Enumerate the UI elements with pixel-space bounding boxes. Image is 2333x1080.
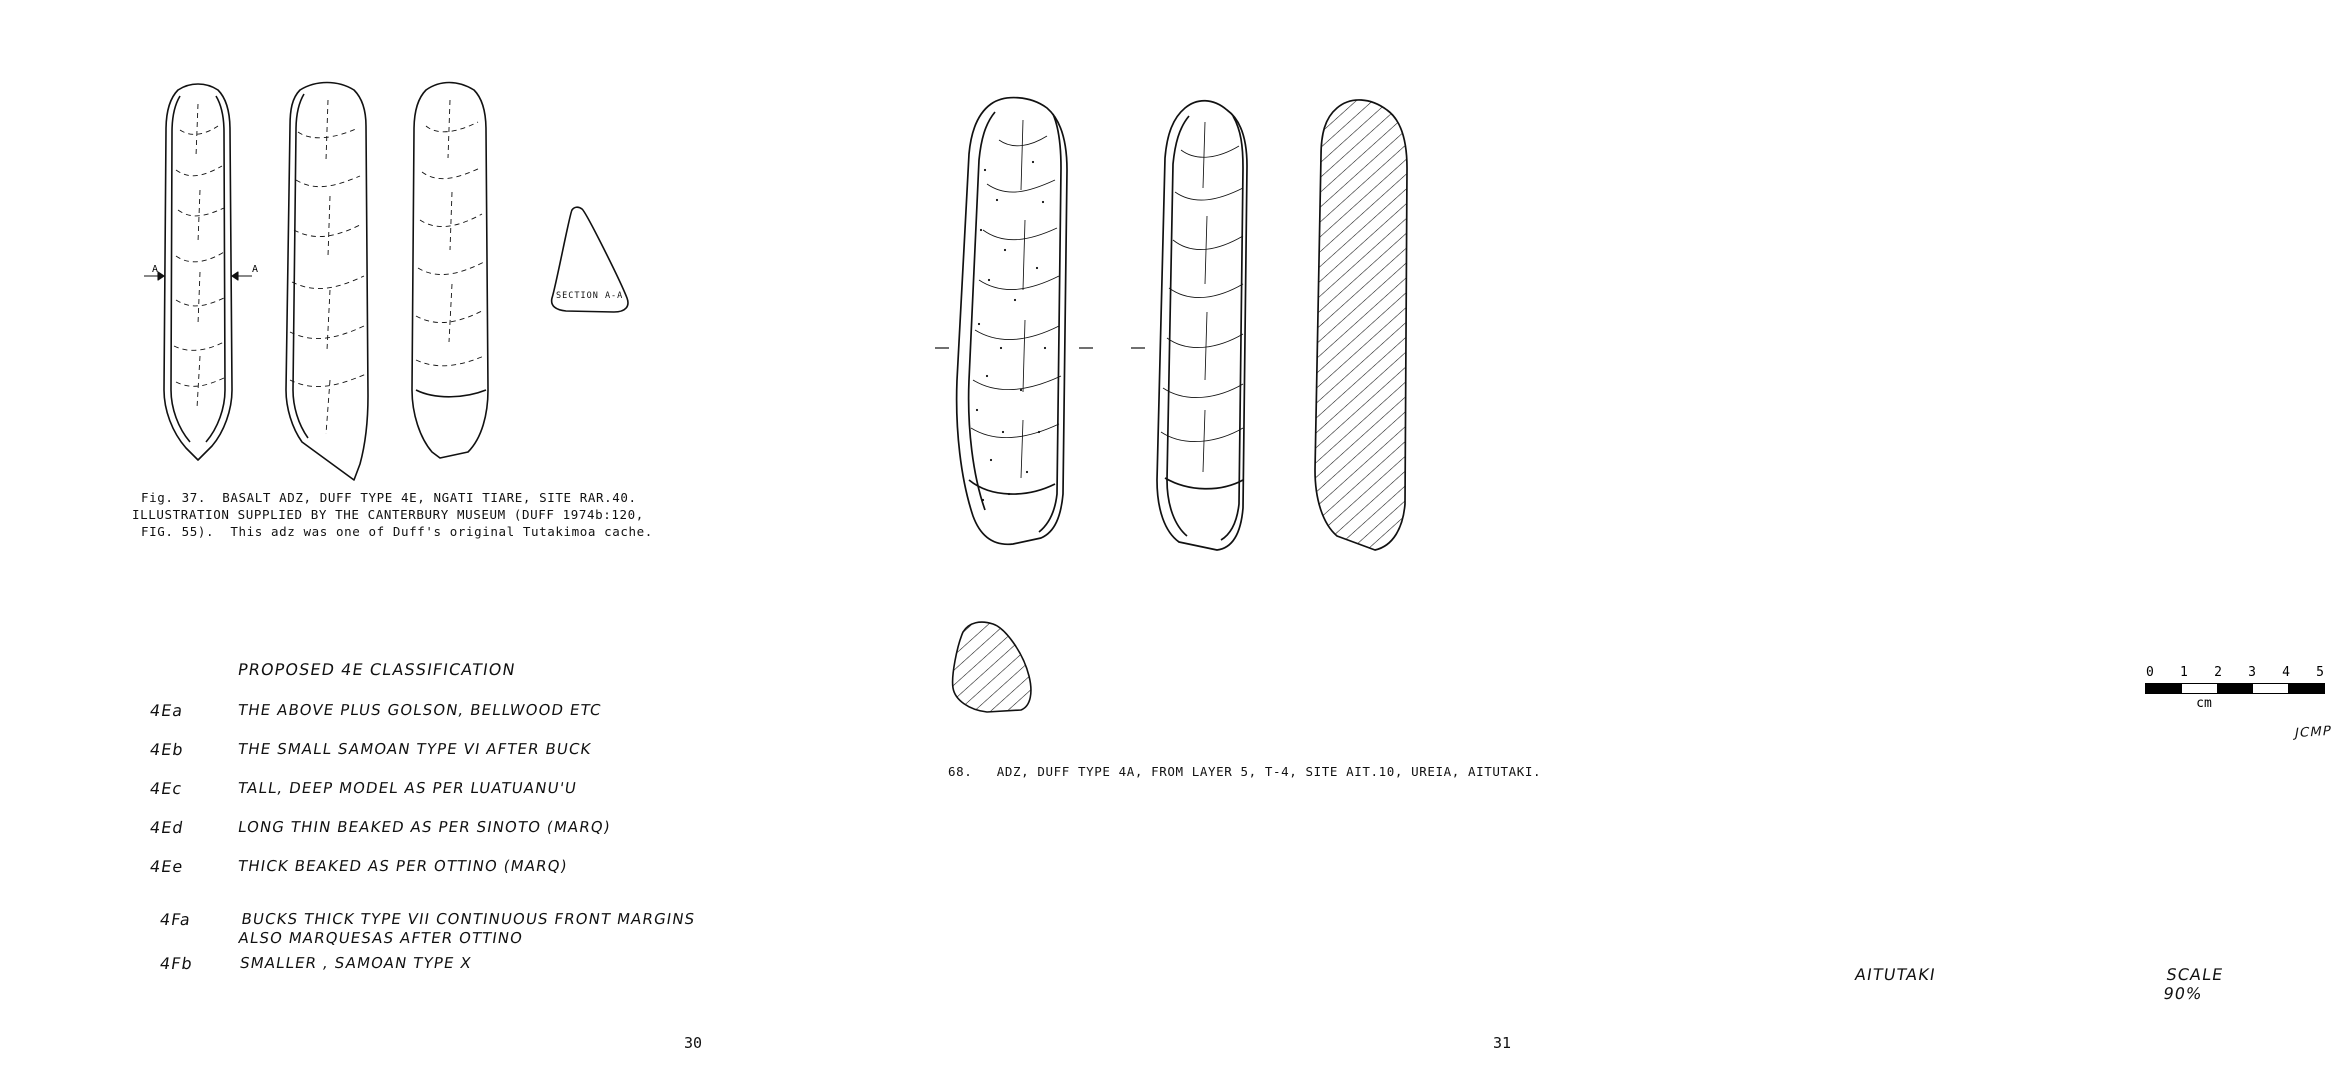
scale-segment (2253, 684, 2289, 693)
classification-text: BUCKS THICK TYPE VII CONTINUOUS FRONT MARGINS ALSO MARQUESAS AFTER OTTINO (237, 910, 697, 947)
classification-title: PROPOSED 4E CLASSIFICATION (236, 660, 518, 679)
figure-68-caption: 68. ADZ, DUFF TYPE 4A, FROM LAYER 5, T-4, SITE AIT.10, UREIA, AITUTAKI. (948, 764, 1542, 779)
classification-row (150, 818, 710, 837)
scale-segment (2146, 684, 2182, 693)
classification-row (150, 857, 710, 876)
scale-unit-label: cm (2196, 696, 2212, 711)
scale-ticks (2145, 665, 2325, 680)
classification-text: THE SMALL SAMOAN TYPE VI AFTER BUCK (236, 740, 593, 758)
classification-row (150, 910, 710, 948)
classification-row (150, 740, 710, 759)
classification-text: THICK BEAKED AS PER OTTINO (MARQ) (236, 857, 569, 875)
classification-group-4f (150, 910, 710, 973)
artist-initials: JCMP (2293, 723, 2333, 742)
page-number-right: 31 (1493, 1034, 1512, 1052)
classification-code: 4Fb (158, 954, 195, 973)
classification-code: 4Fa (158, 910, 193, 929)
scale-tick: 3 (2248, 665, 2256, 680)
scale-tick: 0 (2146, 665, 2154, 680)
site-label: AITUTAKI (1853, 965, 1938, 984)
caption-line-3: FIG. 55). This adz was one of Duff's original Tutakimoa cache. (141, 524, 653, 539)
scale-segment (2289, 684, 2324, 693)
caption-line-1: Fig. 37. BASALT ADZ, DUFF TYPE 4E, NGATI TIARE, SITE RAR.40. (141, 490, 637, 505)
page-number-left: 30 (684, 1034, 703, 1052)
classification-row (150, 954, 710, 973)
classification-text: LONG THIN BEAKED AS PER SINOTO (MARQ) (236, 818, 613, 836)
classification-text: SMALLER , SAMOAN TYPE X (238, 954, 474, 972)
left-page (0, 0, 840, 1080)
classification-row (150, 701, 710, 720)
classification-code: 4Ed (148, 818, 186, 837)
figure-37-caption-line2 (132, 506, 644, 523)
figure-37-illustration (140, 60, 700, 480)
svg-text:A: A (152, 264, 159, 275)
scale-tick: 2 (2214, 665, 2222, 680)
classification-text: THE ABOVE PLUS GOLSON, BELLWOOD ETC (236, 701, 603, 719)
section-label: SECTION A-A (556, 291, 624, 301)
scale-tick: 5 (2316, 665, 2324, 680)
classification-code: 4Ee (148, 857, 185, 876)
figure-37-caption-line3 (141, 523, 653, 540)
classification-text: TALL, DEEP MODEL AS PER LUATUANU'U (236, 779, 579, 797)
figure-68-illustration (935, 80, 1535, 580)
scale-segment (2182, 684, 2218, 693)
scale-tick: 4 (2282, 665, 2290, 680)
proposed-classification-block (150, 660, 710, 979)
classification-code: 4Ec (148, 779, 184, 798)
scale-note: SCALE 90% (2161, 965, 2225, 1003)
figure-37-caption (141, 489, 637, 506)
scale-tick: 1 (2180, 665, 2188, 680)
svg-text:A: A (252, 264, 259, 275)
right-page (840, 0, 2333, 1080)
scale-segment (2218, 684, 2254, 693)
scale-bar (2145, 665, 2325, 711)
classification-code: 4Ea (148, 701, 185, 720)
scale-bar-graphic (2145, 683, 2325, 694)
caption-line-2: ILLUSTRATION SUPPLIED BY THE CANTERBURY MUSEUM (DUFF 1974b:120, (132, 507, 644, 522)
classification-row (150, 779, 710, 798)
classification-code: 4Eb (148, 740, 186, 759)
